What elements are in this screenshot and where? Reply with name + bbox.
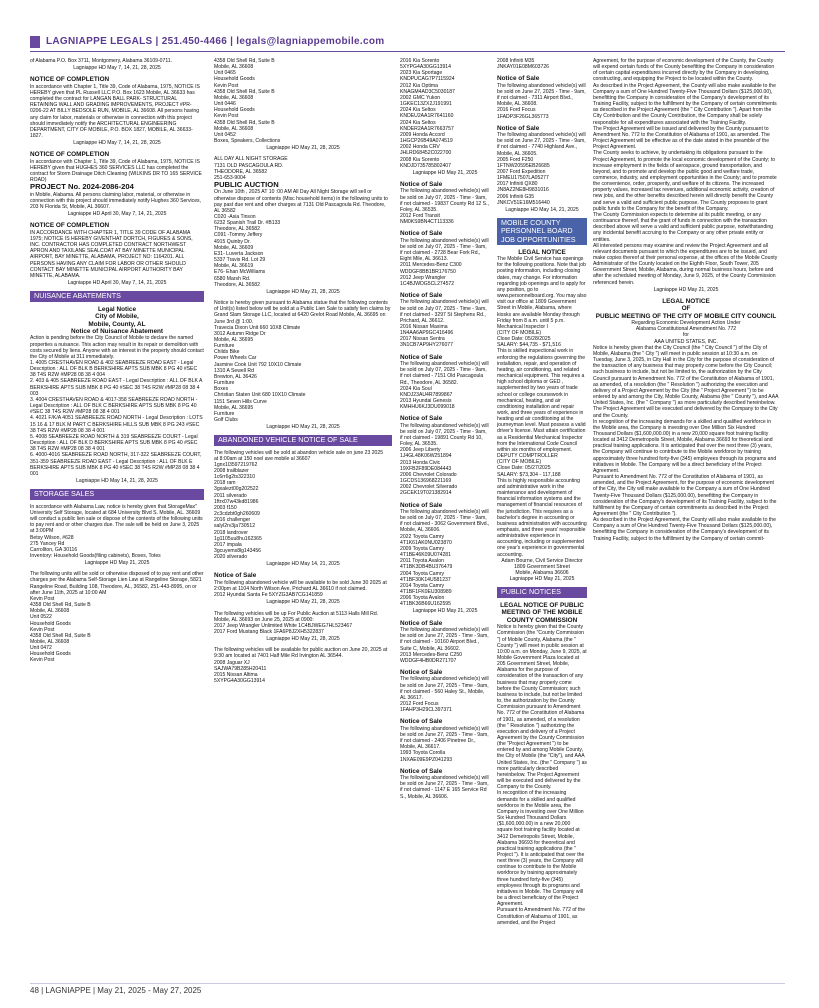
- column-1: [30, 58, 204, 980]
- notice-lien-sale: [214, 300, 392, 430]
- notice-heading: LEGAL NOTICE: [662, 297, 710, 305]
- notice-footer: Lagniappe HD April 30, May 7, 14, 21, 2025: [67, 211, 167, 218]
- notice-body: Agreement, for the purpose of economic development of the County, the County will expend certain funds of the County benefitting the Company in consideration of certain capital expenditures incurred directly by the Company in developing, constructing, and equipping the Project to be located within the County. As described in the Project Agreement, the County will also make available to the Company a sum of One Hundred Twenty-Five Thousand Dollars ($125,000.00), benefitting the Company in consideration of the Company's development of its Training Facility, subject to the fulfillment by the Company of certain commitments as described in the Project Agreement (the " City Contribution "). Apart from the City Contribution and the County Contribution, the Company shall be solely responsible for all expenditures associated with the Training Facility. The Project Agreement will be issued and delivered by the County pursuant to Amendment No. 772 to the Constitution of Alabama of 1901, as amended. The Project Agreement will be effective as of the date stated in the preamble of the Project Agreement. The County seeks to achieve, by undertaking its obligations pursuant to the Project Agreement, to promote the local economic development of the County; to increase employment in the fields of aerospace, ground transportation, and beyond, and to promote and develop the public good and welfare trade, commerce, industry, and employment opportunities in the County; and to promote the convenience, order, prosperity, and welfare of its citizens. The increased property values, increased tax revenues, additional economic activity, creation of new jobs, and the other benefits described herein will directly benefit the County and serve a valid and sufficient public purpose. The County proposes to grant public funds to the Company for the benefit of the Company. The County Commission expects to determine at its public meeting, or any continuance thereof, that the grant of funds in connection with the transaction described above will serve a valid and sufficient public purpose, notwithstanding any incidental benefit accruing to the Company or any other private entity or entities. All interested persons may examine and review the Project Agreement and all relevant documents pursuant to which the expenditures are to be issued, and make copies thereof at their personal expense, at the offices of the Mobile County Administrator of the County located on the Eighth Floor, South Tower, 205 Government Street, Mobile, Alabama, during normal business hours, before and after the scheduled meeting of Monday, June 9, 2025, of the County Commission referenced herein.: [593, 58, 778, 286]
- notice-sale: [400, 415, 490, 496]
- column-3: [400, 58, 490, 980]
- notice-county-commission: [497, 602, 587, 926]
- notice-sale: [400, 292, 490, 349]
- notice-body: On June 10th , 2025 AT 10 :00 AM All Day All Night Storage will sell or otherwise dispose of contents (Misc household items) in the following units to pay past due rent and other charges at 7131 Old Pascagoula Rd. Theodore, AL 36582 C020 -Asia Tinson 6232 Spanish Trail Dr. #B133 Theodore, AL 36582 C091 -Tommy Jeffery 4915 Quinby Dr. Mobile, AL 36609 E31- Luverta Jackson 5337 Travis Rd. Lot 29 Mobile, AL 36619 E76- Ehan McWilliams 6580 Marsh Rd. Theodore, AL 36582: [214, 189, 388, 288]
- notice-body: The following abandoned vehicle will be available to be sold June 30 2025 at 2:00pm at 1104 North Wilson Ave, Prichard AL 36610 if not claimed. 2012 Hyundai Santa Fe 5XYZG3AB7CG141859: [214, 579, 387, 599]
- notice-heading: LEGAL NOTICE: [518, 248, 566, 256]
- notice-body: The following abandoned vehicle(s) will be sold on July 07, 2025 - Time - 9am, if not claimed - 2728 Bear Fork Rd., Eight Mile, AL 36613. 2011 Mercedes-Benz C300 WDDGF8BB1BR176750 2012 Jeep Wrangler 1C4BJWDG5CL274572: [400, 237, 489, 287]
- notice-body: Action is pending before the City Council of Mobile to declare the named properties a nuisance. This action may result in its repair or demolition with costs secured by liens. Anyone with an interest in the property should contact the City of Mobile at 311 immediately. 1. 4005 CRESTHAVEN ROAD & 402 SEABREEZE ROAD EAST - Legal Description : ALL OF BLK B BERKSHIRE APTS SUB MBK 8 PG 40 #SEC 38 T4S R2W #MP28 08 38 4 004 2. 403 & 405 SEABREEZE ROAD EAST - Legal Description : ALL OF BLK A BERKSHIRE APTS SUB MBK 8 PG 40 #SEC 38 T4S R2W #MP28 08 38 4 003 3. 4004 CRESTHAVEN ROAD & 4017-358 SEABREEZE ROAD NORTH - Legal Description : ALL OF BLK C BERKSHIRE APTS SUB MBK 8 PG 40 #SEC 38 T4S R2W #MP28 08 38 4 001 4. 4021 F/K/A 4051 SEABREEZE ROAD NORTH - Legal Description : LOTS 15 16 & 17 BLK M PART C BERKSHIRE HILLS SUB MBK 8 PG 243 #SEC 38 T4S R2W #MP28 08 38 4 001 5. 4008 SEABREEZE ROAD NORTH & 319 SEABREEZE COURT - Legal Description : ALL OF BLK D BERKSHIRE APTS SUB MBK 8 PG 40 #SEC 38 T4S R2W #MP28 08 38 4 001 6. 4000-4016 SEABREEZE ROAD NORTH, 317-322 SEABREEZE COURT, 351-359 SEABREEZE ROAD EAST - Legal Description : ALL OF BLK E BERKSHIRE APTS SUB MBK 8 PG 40 #SEC 38 T4S R2W #MP28 08 38 4 001: [30, 335, 204, 477]
- notice-completion-3: [30, 222, 204, 286]
- notice-heading: Notice of Sale: [497, 75, 540, 83]
- notice-footer: Lagniappe HD May 21, 28, 2025: [266, 145, 340, 152]
- notice-continued: [30, 58, 204, 71]
- notice-heading: Notice of Sale: [400, 230, 443, 238]
- notice-city-council: [593, 298, 779, 542]
- notice-body: The following abandoned vehicle(s) will be sold on June 27, 2025 - Time - 9am, if not claimed - 560 Haley St., Mobile, AL 36617. 2012 Ford Focus 1FAHP3H29CL397371: [400, 676, 489, 714]
- notice-body: The following abandoned vehicle(s) will be sold on June 27, 2025 - Time - 9am, if not claimed - 7740 Highland Ave., Mobile, AL 36605. 2005 Ford F250 1FTNW20595EB26685 2007 Ford Expedition 1FMEU17507LA05277 2017 Infiniti QX80 JN8AZ2NE8H9831016 2006 Infiniti G35 JNKCV51E16M516440: [497, 132, 586, 206]
- notice-heading: Notice of Sale: [400, 767, 443, 775]
- column-4: [593, 58, 779, 980]
- notice-sale: [400, 181, 490, 225]
- notice-sale: [400, 620, 490, 664]
- notice-completion-1: [30, 76, 204, 146]
- page-footer: 48 | LAGNIAPPE | May 21, 2025 - May 27, 2025: [30, 983, 785, 997]
- notice-sale: [400, 230, 490, 287]
- notice-heading: Notice of Sale: [400, 180, 443, 188]
- notice-footer: Lagniappe HD May 21, 28, 2025: [266, 599, 340, 606]
- notice-heading: NOTICE OF COMPLETION: [30, 222, 110, 230]
- project-number: PROJECT No. 2024-2086-204: [30, 182, 134, 192]
- column-3b: [497, 58, 587, 980]
- notice-body: of Alabama P.O. Box 3711, Montgomery, Alabama 36109-0711.: [30, 58, 173, 64]
- notice-sale: [400, 502, 490, 615]
- notice-body: The following abandoned vehicle(s) will be sold on July 07, 2025 - Time - 9am, if not claimed - 19891 County Rd 10, Foley, AL 36535. 2006 Jeep Liberty 1J4GL48K06W251894 2013 Honda Civic 19XFB2F89DE084443 2006 Chevrolet Colorado 1GCDS136968221169 2002 Chevrolet Silverado 2GCEK19T021382914: [400, 422, 489, 497]
- section-nuisance-abatements: NUISANCE ABATEMENTS: [30, 291, 204, 302]
- notice-body: The following vehicles will be sold at abandon vehicle sale on june 23 2025 at 8:00am at 150 noel ave mobile al 36607 1gnx1l3597219762 2008 trailblazer 1c6rr6g2ts322310 2018 ram 3gxalezt00g202522 2011 silverado 1ftrx07w43kd81986 2003 f150 2c3cdzbt0gh260609 2016 challenger salyl2rv3ja730512 2018 landrover 1g1105uu8hu162365 2017 impala 3gcuyems8lg143456 2020 silverado: [214, 449, 384, 561]
- notice-heading: Notice of Sale: [400, 501, 443, 509]
- notice-footer: Lagniappe HD May 21, 28, 2025: [266, 636, 340, 643]
- page-header: [30, 32, 785, 52]
- notice-body: The following abandoned vehicle(s) will be sold on July 07, 2025 - Time - 9am, if not claimed - 3062 Government Blvd., Mobile, AL 36606. 2022 Toyota Camry 4T1K61AK0NU023870 2009 Toyota Camry 4T1BE46K09U074281 2011 Toyota Avalon 4T1BK3DB4BU376479 2004 Toyota Camry 4T1BF30K14U581237 2014 Toyota Camry 4T1BF1FK0EU308989 2006 Toyota Avalon 4T1BK36B66U162595: [400, 508, 490, 608]
- notice-heading: PUBLIC MEETING OF THE CITY OF MOBILE CITY COUNCIL: [595, 312, 777, 320]
- notice-abandoned-4: [214, 647, 392, 684]
- notice-footer: Lagniappe HD May 21, 2025: [412, 169, 478, 176]
- section-abandoned-vehicle: ABANDONED VEHICLE NOTICE OF SALE: [214, 435, 392, 445]
- notice-body: 4358 Old Shell Rd, Suite B Mobile, AL 36608 Unit 0465 Household Goods Kevin Post 4358 Old Shell Rd, Suite B Mobile, AL 36608 Unit 0446 Household Goods Kevin Post 4358 Old Shell Rd, Suite B Mobile, AL 36608 Unit 0452 Boxes, Speakers, Collections: [214, 58, 281, 145]
- notice-body: IN ACCORDANCE WITH CHAPTER 1, TITLE 39 CODE OF ALABAMA 1975; NOTICE IS HEREBY GIVENTHAT DORTCH, FIGURES & SONS, INC. CONTRACTOR HAS COMPLETED CONTRACT NORTHWEST APRON AND TAXILANE SEALCOAT AT BAY MINETTE MUNICIPAL AIRPORT, BAY MINETTE, ALABAMA, PROJECT NO: 1164201. ALL PERSONS HAVING ANY CLAIM FOR LABOR OR OTHER SHOULD CONTACT BAY MINETTE MUNICIPAL AIRPORT AUTHORITY BAY MINETTE, ALABAMA.: [30, 229, 193, 279]
- notice-body: ALL DAY ALL NIGHT STORAGE 7131 OLD PASCAGOULA RD. THEODORE, AL 36582 251-653-9004: [214, 156, 288, 181]
- notice-sale: [497, 75, 587, 119]
- notice-county-agreement: [593, 58, 779, 293]
- notice-footer: Lagniappe HD April 30, May 7, 14, 21, 2025: [67, 280, 167, 286]
- section-public-notices: PUBLIC NOTICES: [497, 587, 587, 598]
- notice-body: The following abandoned vehicle(s) will be sold on June 27, 2025 - Time - 9am, if not claimed - 10160 Airport Blvd., Suite C, Mobile, AL 36602. 2013 Mercedes-Benz C250 WDDGF4HB0DR271707: [400, 627, 489, 664]
- notice-footer: Lagniappe HD May 21, 28, 2025: [266, 424, 340, 431]
- notice-abandoned-1: [214, 450, 392, 568]
- notice-body: The following abandoned vehicle(s) will be sold on June 27, 2025 - Time - 9am, if not claimed - 2406 Pinetree Dr., Mobile, AL 36617. 1993 Toyota Corolla 1NXAE09E9PZ041293: [400, 725, 489, 763]
- notice-body: Notice is hereby given that the City Council (the " City Council ") of the City of Mobile, Alabama (the " City ") will meet in public session at 10:30 a.m. on Tuesday, June 3, 2025, in City Hall in the City for the purpose of consideration of the transaction of any business that may properly come before the City Council; such business to include, but not be limited to, the authorization by the City Council pursuant to Amendment No. 772 of the Constitution of Alabama of 1901, as amended, of a resolution (the " Resolution ") authorizing the execution and delivery of a Project Agreement by the City (the " Project Agreement ") to be entered by and among the City, Mobile County, Alabama (the " County "), and AAA United States, Inc. (the " Company ") as more particularly described hereinbelow. The Project Agreement will be executed and delivered by the Company to the City and the County. In recognition of the increasing demands for a skilled and qualified workforce in the Mobile area, the Company is investing over One Million Six Hundred Thousand Dollars ($1,600,000.00) in a new 20,000 square foot training facility located at 3412 Demetropolis Street, Mobile, Alabama 36693 for theoretical and practical training applications. It is anticipated that over the next three (3) years, the Company will continue to contribute to the Mobile workforce by training approximately three hundred forty-five (345) employees through its programs and initiatives in Mobile. The Company will be a direct beneficiary of the Project Agreement. Pursuant to Amendment No. 772 of the Constitution of Alabama of 1901, as amended, and the Project Agreement, for the purpose of economic development of the City, the City will make available to the Company a sum of One Hundred Twenty-Five Thousand Dollars ($125,000.00), benefitting the Company in consideration of the Company's development of its Training Facility, subject to the fulfillment by the Company of certain commitments as described in the Project Agreement (the " City Contribution "). As described in the Project Agreement, the County will also make available to the Company a sum of One Hundred Twenty-Five Thousand Dollars ($125,000.00), benefitting the Company in consideration of the Company's development of its Training Facility, subject to the fulfillment by the Company of certain commit-: [593, 344, 779, 542]
- notice-heading: Notice of Sale: [497, 124, 540, 132]
- notice-body: Notice is hereby given that the County Commission (the "County Commission ") of Mobile County, Alabama (the " County ") will meet in public session at 10:00 a.m. on Monday, June 9, 2025, at Mobile Government Plaza located at 205 Government Street, Mobile, Alabama for the purpose of consideration of the transaction of any business that may properly come before the County Commission; such business to include, but not be limited to, the authorization by the County Commission pursuant to Amendment No. 772 of the Constitution of Alabama of 1901, as amended, of a resolution (the " Resolution ") authorizing the execution and delivery of a Project Agreement by the County Commission (the "Project Agreement ") to be entered by and among Mobile County, the City of Mobile (the "City"), and AAA United States, Inc. (the " Company ") as more particularly described hereinbelow. The Project Agreement will be executed and delivered by the Company to the County. In recognition of the increasing demands for a skilled and qualified workforce in the Mobile area, the Company is investing over One Million Six Hundred Thousand Dollars ($1,600,000.00) in a new 20,000 square foot training facility located at 3412 Demetropolis Street, Mobile, Alabama 36693 for theoretical and practical training applications (the " Project "). It is anticipated that over the next three (3) years, the Company will continue to contribute to the Mobile workforce by training approximately three hundred forty-five (345) employees through its programs and initiatives in Mobile. The Company will be a direct beneficiary of the Project Agreement. Pursuant to Amendment No. 772 of the Constitution of Alabama of 1901, as amended, and the Project: [497, 624, 587, 926]
- notice-personnel: [497, 249, 587, 583]
- notice-body: The following abandoned vehicle(s) will be sold on June 27, 2025 - Time - 9am, if not claimed - 7311 Airport Blvd., Mobile, AL 36608. 2016 Ford Focus 1FADP3F26GL365773: [497, 82, 586, 120]
- notice-subheading: Alabama Constitutional Amendment No. 772: [635, 326, 737, 333]
- notice-signature: Adam Bourne, Civil Service Director 1809 Government Street Mobile, Alabama 36606 Lagniappe HD May 21, 2025: [501, 557, 583, 583]
- section-personnel-board: MOBILE COUNTY PERSONNEL BOARD JOB OPPORTUNITIES: [497, 218, 587, 245]
- notice-footer: Lagniappe HD May 21, 2025: [84, 560, 150, 567]
- notice-sale: [497, 125, 587, 213]
- notice-body: In accordance with Chapter 1, Title 39, Code of Alabama, 1975, NOTICE IS HEREBY given that HUGHES 360 SERVICES LLC has completed the contract for Storm Drainage Ditch Cleaning (WILKINS DR TO 165 SERVICE ROAD): [30, 158, 202, 184]
- notice-storage-2-cont: [214, 58, 392, 151]
- notice-body: The following abandoned vehicle(s) will be sold on July 07, 2025 - Time - 9am, if not claimed - 19837 County Rd 12 S., Foley, AL 36535. 2012 Ford Transit NM0KS9BN4CT113336: [400, 188, 489, 226]
- notice-storage-1: [30, 504, 204, 567]
- notice-footer: Lagniappe HD May 21, 28, 2025: [266, 288, 340, 295]
- notice-body: The following vehicles will be available for public auction on June 20, 2025 at 9:30 am located at 7401 Half Mile Rd Irvington AL 36544. 2008 Jaguar XJ SAJWA79B285H20411 2015 Nissan Altima 5XYPG4A30GG13914: [214, 647, 388, 685]
- notice-sale: [400, 768, 490, 800]
- notice-heading: City of Mobile,: [95, 313, 139, 321]
- header-title: LAGNIAPPE LEGALS | 251.450-4466 | legals@lagniappemobile.com: [46, 36, 385, 47]
- notice-heading: Mobile, County, AL: [88, 320, 146, 328]
- notice-abandoned-2: [214, 572, 392, 605]
- notice-abandoned-3: [214, 611, 392, 643]
- notice-footer: Lagniappe HD May 14, 21, 28, 2025: [76, 477, 158, 484]
- notice-sale: [400, 354, 490, 411]
- notice-storage-2: [30, 571, 204, 663]
- notice-public-auction: [214, 156, 392, 295]
- notice-subheading: AAA UNITED STATES, INC.: [654, 338, 718, 345]
- notice-body: 2016 Kia Sorento 5XYPG4A30GG13914 2023 Kia Sportage KNDPUCAG7P7115924 2012 Kia Optima KNAGM4AD3C5030187 2002 GMC Yukon 1GKEC13ZX2J191991 2024 Kia Seltos KNDEU2AA1R7641160 2024 Kia Seltos KNDER2AA1R7663757 2009 Honda Accord 1HGCP26B49A074519 2002 Honda CRV JHLRD68452C022700 2008 Kia Sorento KNDJD735785802407: [400, 58, 455, 169]
- notice-footer: Lagniappe HD May 21, 2025: [412, 608, 478, 615]
- notice-subheading: Regarding Economic Development Action Under: [631, 320, 741, 327]
- notice-heading: NOTICE OF COMPLETION: [30, 151, 110, 159]
- notice-completion-2: [30, 151, 204, 217]
- column-2: [214, 58, 392, 980]
- notice-heading: OF: [681, 305, 691, 313]
- notice-heading: Notice of Sale: [400, 291, 443, 299]
- notice-body: The following vehicles will be up For Public Auction at 5113 Halls Mill Rd. Mobile, AL 36693 on June 25, 2025 at 0900: 2017 Jeep Wrangler Unlimited White 1C4BJWEG7HL523467 2017 Ford Mustang Black 1FA6P8J2XH5322837: [214, 610, 379, 635]
- notice-sale: [497, 58, 587, 70]
- notice-body: in Mobile, Alabama. All persons claiming labor, material, or otherwise in connection with this project should immediately notify Hughes 360 Services, 203 N Florida St, Mobile, AL 36607.: [30, 191, 202, 211]
- notice-heading: PUBLIC AUCTION: [214, 179, 279, 189]
- notice-body: The following abandoned vehicle(s) will be sold on July 07, 2025 - Time - 9am, if not claimed - 3297 St Stephens Rd., Prichard, AL 36612. 2016 Nissan Maxima 1N4AA6AP9GC416496 2017 Nissan Sentra 3N1CB7AP9HY276077: [400, 299, 489, 349]
- notice-body: The following abandoned vehicle(s) will be sold on July 07, 2025 - Time - 9am, if not claimed - 7151 Old Pascagoula Rd., Theodore, AL 36582. 2024 Kia Soul KNDJ23AU4R7899867 2013 Hyundai Genesis KMHHU6KJ3DU099018: [400, 361, 489, 411]
- notice-heading: LEGAL NOTICE OF PUBLIC MEETING OF THE MOBILE COUNTY COMMISSION: [500, 601, 584, 624]
- notice-heading: Notice of Sale: [400, 619, 443, 627]
- notice-body: The Mobile Civil Service has openings for the following positions. Note that job posting information, including closing dates, may change. For information regarding job openings and to apply for any position, go to www.personnelboard.org. You may also visit our office at 1809 Government Street in Mobile, Alabama, where kiosks are available Monday through Friday from 8 a.m. until 5 p.m. Mechanical Inspector I (CITY OF MOBILE) Close Date: 05/28/2025 SALARY: $44,735 - $71,516 This is skilled inspectional work in enforcing the regulations governing the installation, repair, and operation of heating, air conditioning, and related mechanical equipment. This requires a high school diploma or GED , supplemented by two years of trade school or college coursework in mechanical, heating, and air conditioning installation and repair work, and three years of experience in heating and air conditioning at the journeyman level. Must possess a valid driver's license. Must attain certification as a Residential Mechanical Inspector from the International Code Council within six months of employment. DEPUTY COMPTROLLER (CITY OF MOBILE) Close Date: 05/27/2025 SALARY: $73,304 - 117,188 This is highly responsible accounting and administrative work in the maintenance and development of financial information systems and the management of financial resources of the jurisdiction. This requires as a bachelor's degree in accounting or business administration with accounting emphasis, and three years' responsible administrative experience in accounting, including or supplemented one year's experience in governmental accounting.: [497, 256, 587, 558]
- notice-body: Notice is hereby given pursuant to Alabama statue that the following contents of Unit(s) listed below will be sold at a Public Lien Sale to satisfy lien claims by Grand Slam Storage LLC, located at 6420 Grelot Road Mobile, AL 36695 on June 3rd @ 1:00. Travecia Dixon Unit 660 10X8 Climate 3012 Autumn Ridge Dr Mobile, AL 36695 Furniture Childs Bike Power Wheels Car Jasmine Cook Unit 792 10X10 Climate 1310 A Sewell Rd Brewton, AL 36426 Furniture Boxes Christian Staten Unit 680 10X10 Climate 1151 Seven Hills Curve Mobile, AL 36695 Furniture Golf Clubs: [214, 300, 391, 423]
- notice-heading: Notice of Sale: [214, 572, 257, 580]
- notice-heading: Notice of Sale: [400, 718, 443, 726]
- notice-body: In accordance with Alabama Law, notice is hereby given that StorageMax" University Self Storage, located at 684 University Blvd S. Mobile, AL. 36609 will conduct a public lien sale or dispose of the contents of the following units to pay rent and or other charges due. The sale will be held on June 3, 2025 at 3:00PM Betsy Wilson, #628 275 Yancey Rd Carrollton, GA 30116 Inventory: Household Goods(filing cabinets), Boxes, Totes: [30, 503, 203, 559]
- notice-heading: Notice of Sale: [400, 353, 443, 361]
- notice-body: The following units will be sold or otherwise disposed of to pay rent and other charges per the Alabama Self-Storage Lien Law at Rangeline Storage, 5821 Rangeline Road, Building 108, Theodore, AL, 36582, 251-443-8995, on or after June 11th, 2025 at 10:00 AM Kevin Post 4358 Old Shell Rd, Suite B Mobile, AL 36608 Unit 0522 Household Goods Kevin Post 4358 Old Shell Rd, Suite B Mobile, AL 36608 Unit 0472 Household Goods Kevin Post: [30, 571, 204, 664]
- notice-abandoned-4-cont: [400, 58, 490, 176]
- notice-sale: [400, 669, 490, 713]
- notice-heading: Notice of Nuisance Abatement: [70, 327, 164, 335]
- section-storage-sales: STORAGE SALES: [30, 489, 204, 500]
- notice-footer: Lagniappe HD May 7, 14, 21, 28, 2025: [73, 140, 161, 147]
- notice-heading: Legal Notice: [98, 305, 136, 313]
- notice-footer: Lagniappe HD May 21, 2025: [653, 286, 719, 293]
- notice-subheading: for: [683, 332, 689, 339]
- notice-body: In accordance with Chapter 1, Title 39, Code of Alabama, 1975, NOTICE IS HEREBY given that PL Russell LLC P.O. Box 1623 Mobile, AL 36633 has completed the contract for LANGAN BALL PARK- STRUCTURAL RETAINING WALL AND GRADING IMPROVEMENTS, PROJECT #PR-0206-22 AT BILLY BEDSOLE RUN, MOBILE, AL 36608. All persons having any claim for labor, materials or otherwise in connection with this project should immediately notify the ARCHITECTURAL ENGINEERING DEPARTMENT, CITY OF MOBILE, P.O. BOX 1827, MOBILE, AL 36633-1827.: [30, 83, 200, 139]
- notice-body: The following abandoned vehicle(s) will be sold on June 27, 2025 - Time - 9am, if not claimed - 1147 E 165 Service Rd S., Mobile, AL 36606.: [400, 775, 489, 800]
- notice-heading: NOTICE OF COMPLETION: [30, 76, 110, 84]
- notice-footer: Lagniappe HD May 14, 21, 2025: [505, 206, 579, 213]
- notice-footer: Lagniappe HD May 14, 21, 2025: [266, 561, 340, 568]
- notice-nuisance: [30, 306, 204, 484]
- notice-body: 2008 Infiniti M35 JNKAY01E08M603726: [497, 58, 550, 71]
- header-mark: [30, 36, 40, 48]
- notice-heading: Notice of Sale: [400, 415, 443, 423]
- notice-heading: Notice of Sale: [400, 668, 443, 676]
- notice-footer: Lagniappe HD May 7, 14, 21, 28, 2025: [73, 65, 161, 72]
- notice-sale: [400, 718, 490, 762]
